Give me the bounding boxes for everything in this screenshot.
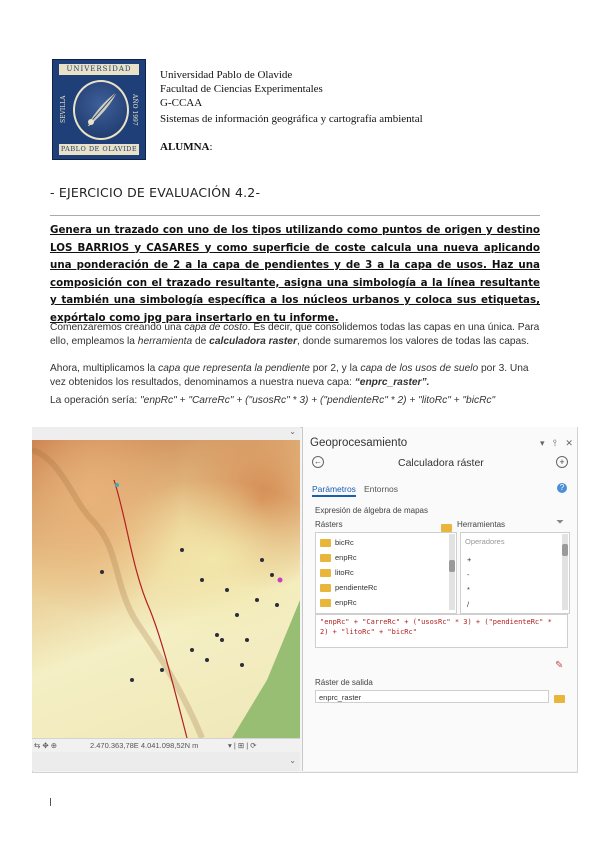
scrollbar[interactable] — [562, 534, 568, 610]
p2-text-a: Ahora, multiplicamos la — [50, 363, 159, 374]
operators-label: Operadores — [465, 537, 505, 546]
list-item[interactable] — [320, 538, 354, 547]
logo-bottom-text: PABLO DE OLAVIDE — [60, 145, 138, 153]
raster-icon — [320, 599, 331, 607]
raster-icon — [320, 539, 331, 547]
scrollbar[interactable] — [449, 534, 455, 610]
tool-title: Calculadora ráster — [398, 457, 484, 469]
help-icon[interactable]: ? — [557, 483, 567, 493]
logo-right-text: AÑO 1997 — [131, 93, 138, 126]
p1-text-a: Comenzaremos creando una — [50, 322, 185, 333]
tools-label: Herramientas — [457, 520, 506, 529]
operator-item[interactable]: + — [467, 555, 472, 564]
raster-icon — [320, 569, 331, 577]
map-tools-icon[interactable]: ▾ | ⊞ | ⟳ — [228, 741, 257, 750]
list-item[interactable] — [320, 583, 377, 592]
p1-em-herramienta: herramienta — [137, 335, 193, 347]
raster-name: pendienteRc — [335, 583, 378, 592]
raster-name: litoRc — [335, 568, 354, 577]
student-line — [160, 140, 213, 154]
p1-em-costo: capa de costo — [184, 322, 248, 333]
paragraph-2 — [50, 362, 540, 389]
p2-em-pendiente: capa que representa la pendiente — [158, 363, 310, 374]
operators-list[interactable] — [460, 532, 570, 614]
logo-left-text: SEVILLA — [60, 95, 67, 124]
panel-controls[interactable]: ▾ ⫯ ✕ — [540, 438, 576, 448]
degree-name: G-CCAA — [160, 97, 203, 109]
p3-text-a: La operación sería: — [50, 395, 141, 406]
eraser-icon[interactable]: ✎ — [555, 660, 564, 671]
list-item[interactable] — [320, 598, 357, 607]
p2-text-c: por 3. Una vez obtenidos los resultados, denominamos a nuestra nueva capa: — [50, 363, 529, 388]
p2-strong: “enprc_raster”. — [354, 376, 430, 388]
university-name: Universidad Pablo de Olavide — [160, 69, 293, 81]
raster-name: bicRc — [335, 538, 354, 547]
map-toolbar — [32, 427, 300, 441]
logo-emblem — [73, 80, 129, 140]
student-colon: : — [209, 141, 213, 153]
panel-title: Geoprocesamiento — [310, 437, 408, 449]
map-status-bar — [32, 738, 300, 753]
raster-name: enpRc — [335, 553, 357, 562]
tab-environments[interactable]: Entornos — [364, 484, 399, 494]
list-item[interactable] — [320, 568, 354, 577]
tab-parameters[interactable]: Parámetros — [312, 484, 356, 497]
p1-text-b: . Es decir, que consolidemos todas las capas en una única. Para ello, empleamos la — [50, 322, 540, 347]
output-label: Ráster de salida — [315, 678, 373, 687]
feather-icon — [75, 82, 127, 138]
scroll-thumb[interactable] — [449, 560, 455, 572]
course-name: Sistemas de información geográfica y cartografía ambiental — [160, 113, 423, 125]
faculty-name: Facultad de Ciencias Experimentales — [160, 83, 323, 95]
output-raster-field[interactable]: enprc_raster — [315, 690, 549, 703]
paragraph-3 — [50, 394, 540, 408]
raster-icon — [320, 554, 331, 562]
map-view[interactable] — [32, 440, 300, 738]
coordinates-readout: 2.470.363,78E 4.041.098,52N m — [90, 741, 199, 750]
paragraph-1 — [50, 321, 540, 348]
exercise-statement: Genera un trazado con uno de los tipos utilizando como puntos de origen y destino LOS BARRIOS y CASARES y como superficie de coste calcula una nueva aplicando una ponderación de 2 a la capa de pendientes y de 3 a la capa de usos. Haz una composición con el trazado resultante, asigna una simbología a la línea resultante y también una simbología específica a los núcleos urbanos y coloca sus etiquetas, expórtalo como jpg para insertarlo en tu informe. — [50, 224, 540, 324]
text-cursor — [50, 798, 51, 806]
p2-text-b: por 2, y la — [309, 363, 361, 374]
chevron-down-icon[interactable]: ⌄ — [289, 756, 296, 765]
logo-top-text: UNIVERSIDAD — [59, 64, 139, 75]
browse-folder-icon[interactable] — [554, 690, 569, 708]
filter-icon[interactable]: ⏷ — [556, 517, 564, 528]
university-logo — [52, 59, 146, 160]
rasters-label: Rásters — [315, 520, 343, 529]
expression-line-1: "enpRc" + "CarreRc" + ("usosRc" * 3) + ("pendienteRc" * — [320, 618, 552, 626]
p3-expression: "enpRc" + "CarreRc" + ("usosRc" * 3) + ("pendienteRc" * 2) + "litoRc" + "bicRc" — [140, 395, 496, 406]
list-item[interactable] — [320, 553, 357, 562]
expression-label: Expresión de álgebra de mapas — [315, 506, 428, 515]
operator-item[interactable]: - — [467, 570, 470, 579]
rasters-list[interactable] — [315, 532, 457, 614]
navigation-icon[interactable]: ⇆ ✥ ⊕ — [34, 741, 58, 750]
scroll-thumb[interactable] — [562, 544, 568, 556]
expression-line-2: 2) + "litoRc" + "bicRc" — [320, 628, 417, 636]
p1-strong: calculadora raster — [209, 335, 297, 347]
p1-text-d: , donde sumaremos los valores de todas las capas. — [296, 335, 530, 347]
add-icon[interactable]: + — [556, 456, 568, 468]
divider — [50, 215, 540, 216]
p2-em-usos: capa de los usos de suelo — [360, 363, 479, 374]
raster-name: enpRc — [335, 598, 357, 607]
operator-item[interactable]: / — [467, 600, 470, 609]
expression-editor[interactable] — [315, 614, 568, 648]
operator-item[interactable]: * — [467, 585, 470, 594]
student-label: ALUMNA — [160, 141, 210, 153]
exercise-title: - EJERCICIO DE EVALUACIÓN 4.2- — [50, 185, 261, 200]
chevron-down-icon[interactable]: ⌄ — [289, 427, 296, 436]
back-icon[interactable]: ← — [314, 457, 322, 466]
map-features — [32, 440, 300, 738]
raster-icon — [320, 584, 331, 592]
p1-text-c: de — [192, 335, 210, 347]
map-scroll-area — [32, 752, 300, 771]
